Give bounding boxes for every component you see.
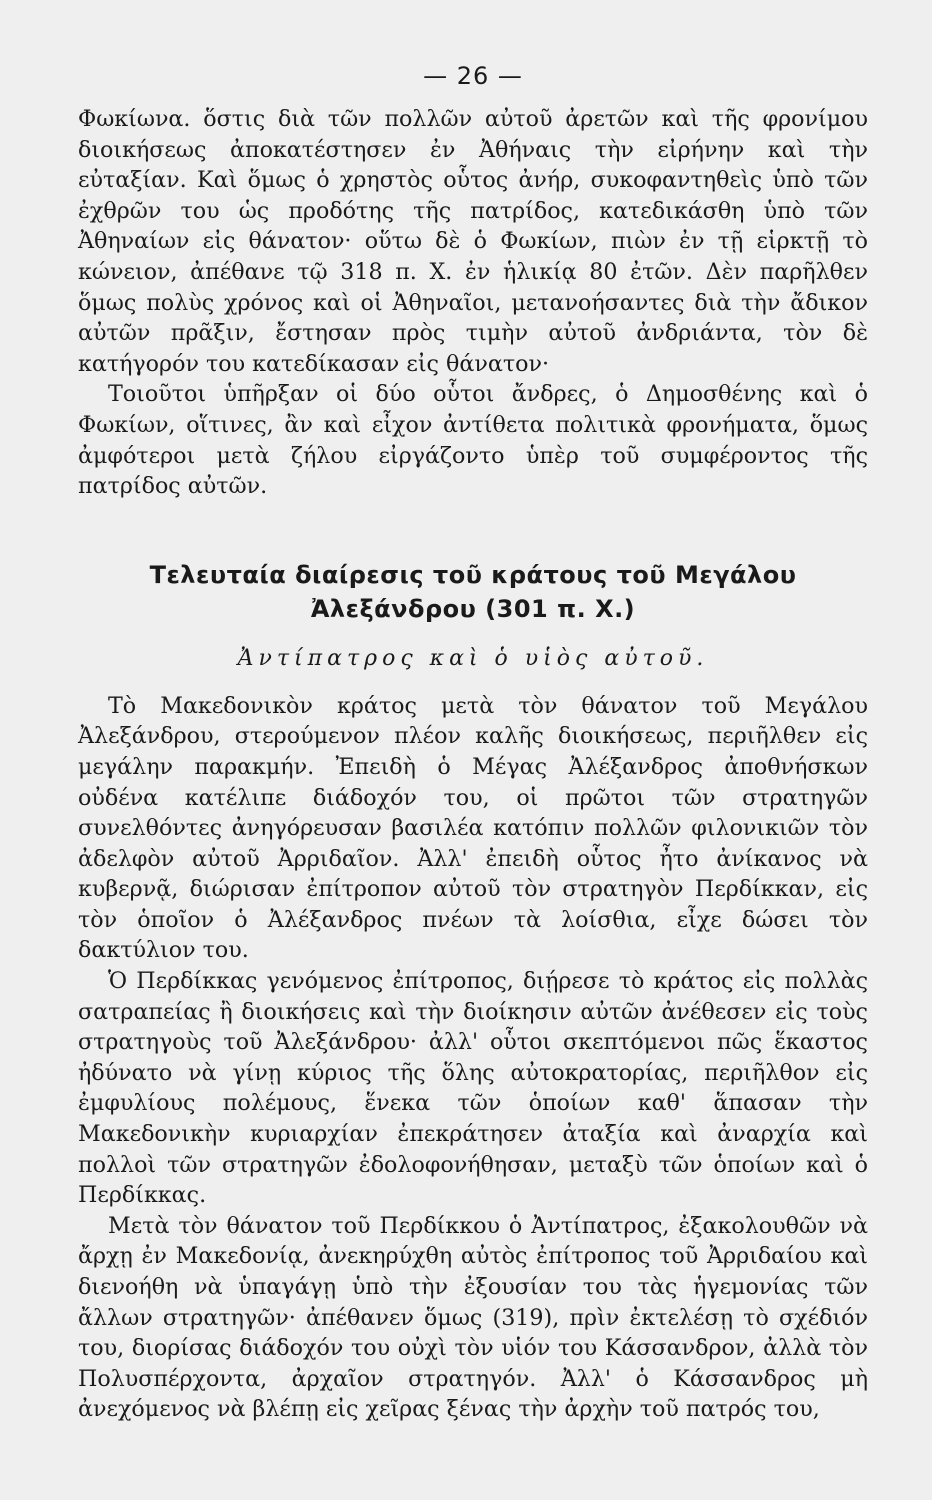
paragraph-macedonian-kingdom: Τὸ Μακεδονικὸν κράτος μετὰ τὸν θάνατον τοῦ Μεγάλου Ἀλεξάνδρου, στερούμενον πλέον καλῆς διοικήσεως, περιῆλθεν εἰς μεγάλην παρακμήν. Ἐπειδὴ ὁ Μέγας Ἀλέξανδρος ἀποθνήσκων οὐδένα κατέλιπε διάδοχόν του, οἱ πρῶτοι τῶν στρατηγῶν συνελθόντες ἀνηγόρευσαν βασιλέα κατόπιν πολλῶν φιλονικιῶν τὸν ἀδελφὸν αὐτοῦ Ἀρριδαῖον. Ἀλλ' ἐπειδὴ οὗτος ἦτο ἀνίκανος νὰ κυβερνᾷ, διώρισαν ἐπίτροπον αὐτοῦ τὸν στρατηγὸν Περδίκκαν, εἰς τὸν ὁποῖον ὁ Ἀλέξανδρος πνέων τὰ λοίσθια, εἶχε δώσει τὸν δακτύλιον του.: [78, 692, 868, 964]
paragraph-demosthenes-phocion: Τοιοῦτοι ὑπῆρξαν οἱ δύο οὗτοι ἄνδρες, ὁ Δημοσθένης καὶ ὁ Φωκίων, οἵτινες, ἂν καὶ εἶχον ἀντίθετα πολιτικὰ φρονήματα, ὅμως ἀμφότεροι μετὰ ζήλου εἰργάζοντο ὑπὲρ τοῦ συμφέροντος τῆς πατρίδος αὐτῶν.: [78, 381, 868, 500]
page-number: — 26 —: [423, 62, 523, 90]
paragraph-antipater: Μετὰ τὸν θάνατον τοῦ Περδίκκου ὁ Ἀντίπατρος, ἐξακολουθῶν νὰ ἄρχῃ ἐν Μακεδονίᾳ, ἀνεκηρύχθη αὐτὸς ἐπίτροπος τοῦ Ἀρριδαίου καὶ διενοήθη νὰ ὑπαγάγῃ ὑπὸ τὴν ἐξουσίαν του τὰς ἡγεμονίας τῶν ἄλλων στρατηγῶν· ἀπέθανεν ὅμως (319), πρὶν ἐκτελέσῃ τὸ σχέδιόν του, διορίσας διάδοχόν του οὐχὶ τὸν υἱόν του Κάσσανδρον, ἀλλὰ τὸν Πολυσπέρχοντα, ἀρχαῖον στρατηγόν. Ἀλλ' ὁ Κάσσανδρος μὴ ἀνεχόμενος νὰ βλέπῃ εἰς χεῖρας ξένας τὴν ἀρχὴν τοῦ πατρός του,: [78, 1212, 868, 1423]
chapter-title: Τελευταία διαίρεσις τοῦ κράτους τοῦ Μεγάλου Ἀλεξάνδρου (301 π. Χ.): [149, 560, 797, 623]
paragraph-perdiccas: Ὁ Περδίκκας γενόμενος ἐπίτροπος, διῄρεσε τὸ κράτος εἰς πολλὰς σατραπείας ἢ διοικήσεις καὶ τὴν διοίκησιν αὐτῶν ἀνέθεσεν εἰς τοὺς στρατηγοὺς τοῦ Ἀλεξάνδρου· ἀλλ' οὗτοι σκεπτόμενοι πῶς ἕκαστος ἠδύνατο νὰ γίνῃ κύριος τῆς ὅλης αὐτοκρατορίας, περιῆλθον εἰς ἐμφυλίους πολέμους, ἕνεκα τῶν ὁποίων καθ' ἅπασαν τὴν Μακεδονικὴν κυριαρχίαν ἐπεκράτησεν ἀταξία καὶ ἀναρχία καὶ πολλοὶ τῶν στρατηγῶν ἐδολοφονήθησαν, μεταξὺ τῶν ὁποίων καὶ ὁ Περδίκκας.: [78, 968, 868, 1209]
paragraph-phocion-death: Φωκίωνα. ὅστις διὰ τῶν πολλῶν αὐτοῦ ἀρετῶν καὶ τῆς φρονίμου διοικήσεως ἀποκατέστησεν ἐν Ἀθήναις τὴν εἰρήνην καὶ τὴν εὐταξίαν. Καὶ ὅμως ὁ χρηστὸς οὗτος ἀνήρ, συκοφαντηθεὶς ὑπὸ τῶν ἐχθρῶν του ὡς προδότης τῆς πατρίδος, κατεδικάσθη ὑπὸ τῶν Ἀθηναίων εἰς θάνατον· οὕτω δὲ ὁ Φωκίων, πιὼν ἐν τῇ εἱρκτῇ τὸ κώνειον, ἀπέθανε τῷ 318 π. Χ. ἐν ἡλικίᾳ 80 ἐτῶν. Δὲν παρῆλθεν ὅμως πολὺς χρόνος καὶ οἱ Ἀθηναῖοι, μετανοήσαντες διὰ τὴν ἄδικον αὐτῶν πρᾶξιν, ἔστησαν πρὸς τιμὴν αὐτοῦ ἀνδριάντα, τὸν δὲ κατήγορόν του κατεδίκασαν εἰς θάνατον·: [78, 106, 868, 377]
section-title: Ἀντίπατρος καὶ ὁ υἱὸς αὐτοῦ.: [237, 645, 709, 671]
